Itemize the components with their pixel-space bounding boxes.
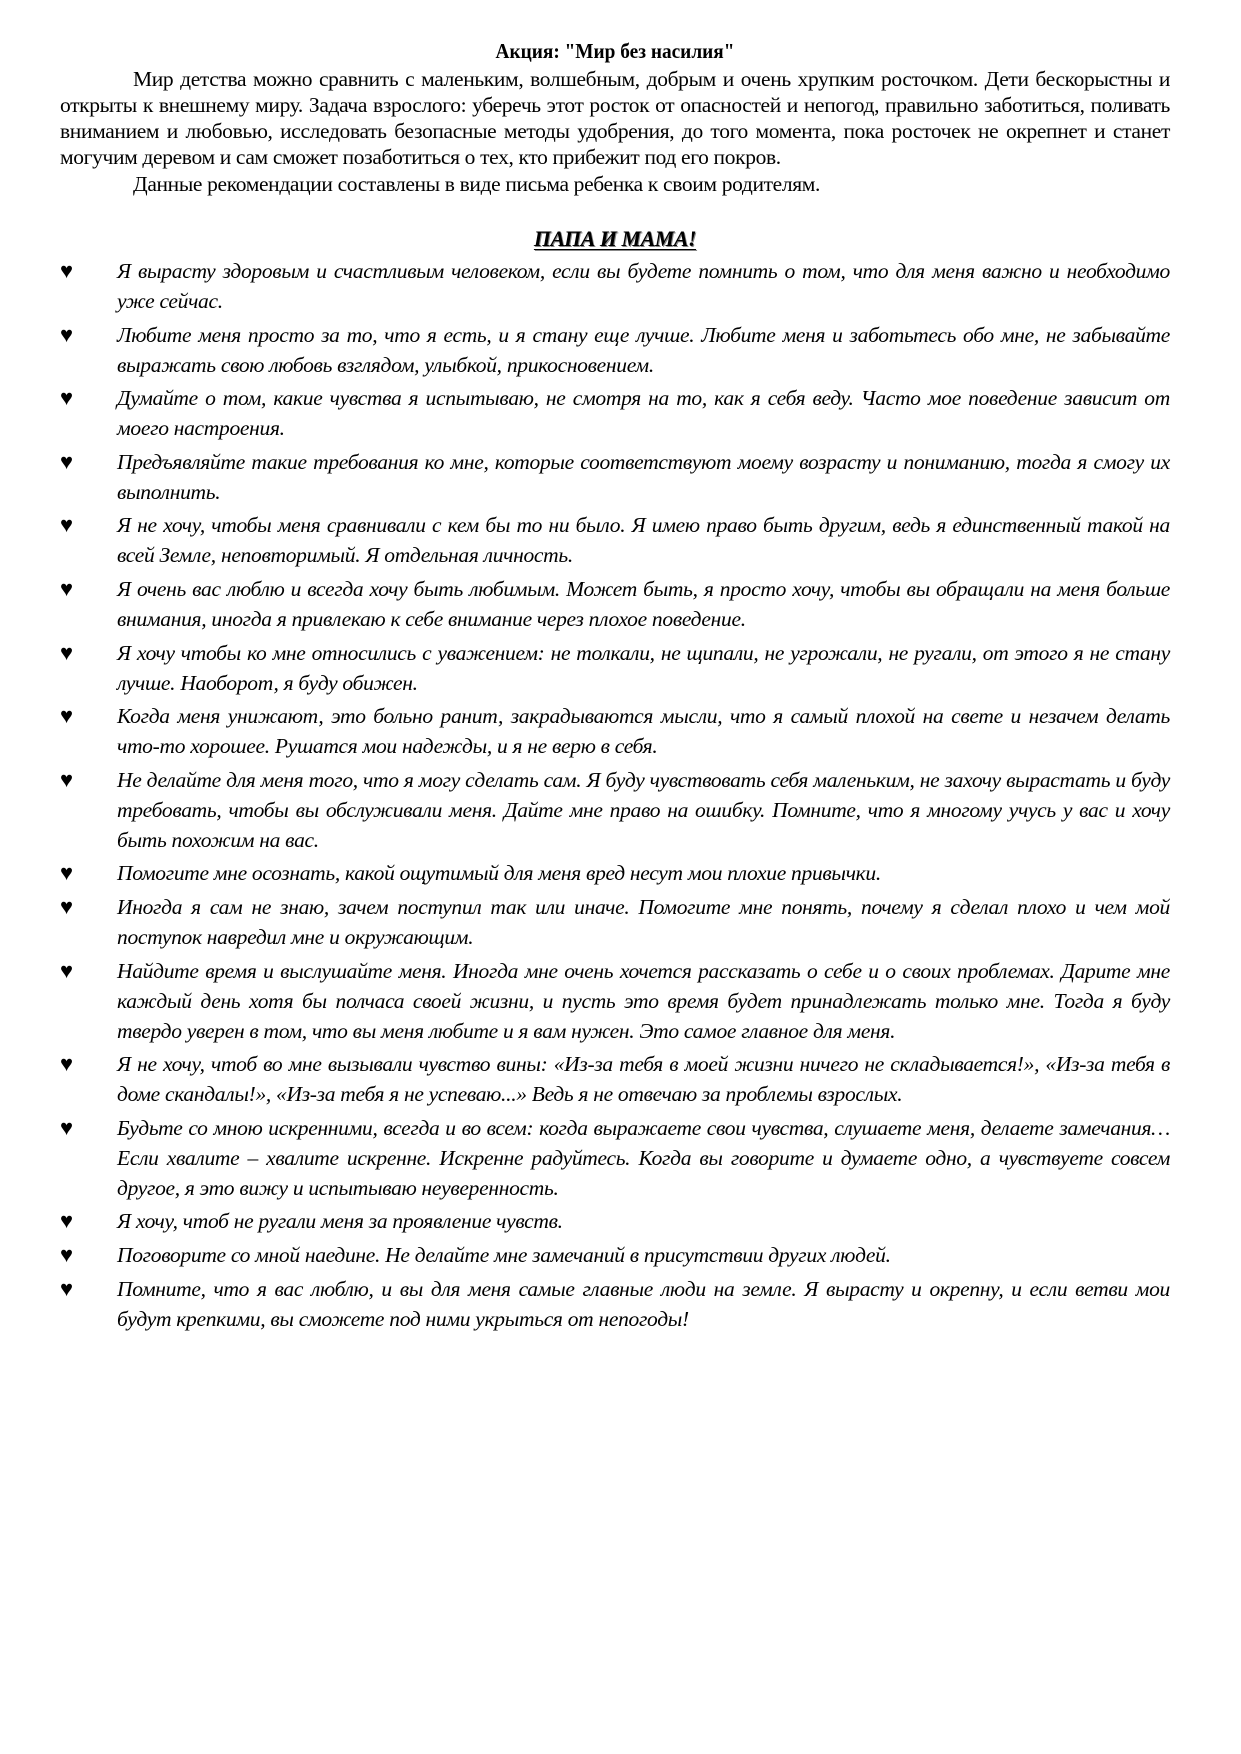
list-item-text: Я не хочу, чтоб во мне вызывали чувство вины: «Из-за тебя в моей жизни ничего не складывается!», «Из-за тебя в доме скандалы!», «Из-за тебя я не успеваю...» Ведь я не отвечаю за проблемы взрослых. (117, 1052, 1170, 1107)
heart-icon: ♥ (60, 957, 73, 983)
heart-icon: ♥ (60, 703, 73, 729)
list-item (60, 765, 1170, 855)
heart-icon: ♥ (60, 321, 73, 347)
letter-heading: ПАПА И МАМА! (533, 226, 697, 251)
list-item (60, 701, 1170, 761)
heart-icon: ♥ (60, 893, 73, 919)
document-page (60, 38, 1170, 1337)
list-item (60, 956, 1170, 1046)
heart-icon: ♥ (60, 766, 73, 792)
list-item-text: Поговорите со мной наедине. Не делайте мне замечаний в присутствии других людей. (117, 1242, 891, 1267)
intro-note: Данные рекомендации составлены в виде письма ребенка к своим родителям. (133, 172, 821, 196)
list-item (60, 1240, 1170, 1270)
heart-icon: ♥ (60, 448, 73, 474)
list-item-text: Будьте со мною искренними, всегда и во всем: когда выражаете свои чувства, слушаете меня, делаете замечания… Если хвалите – хвалите искренне. Искренне радуйтесь. Когда вы говорите и думаете одно, а чувствуете совсем другое, я это вижу и испытываю неуверенность. (117, 1115, 1170, 1200)
document-title: Акция: "Мир без насилия" (495, 39, 735, 63)
heart-icon: ♥ (60, 1275, 73, 1301)
heart-icon: ♥ (60, 1114, 73, 1140)
list-item (60, 510, 1170, 570)
list-item (60, 447, 1170, 507)
list-item (60, 858, 1170, 888)
recommendation-list (60, 256, 1170, 1334)
list-item (60, 1274, 1170, 1334)
list-item-text: Не делайте для меня того, что я могу сделать сам. Я буду чувствовать себя маленьким, не захочу вырастать и буду требовать, чтобы вы обслуживали меня. Дайте мне право на ошибку. Помните, что я многому учусь у вас и хочу быть похожим на вас. (117, 767, 1170, 852)
list-item-text: Иногда я сам не знаю, зачем поступил так или иначе. Помогите мне понять, почему я сделал плохо и чем мой поступок навредил мне и окружающим. (117, 894, 1170, 949)
list-item-text: Найдите время и выслушайте меня. Иногда мне очень хочется рассказать о себе и о своих проблемах. Дарите мне каждый день хотя бы полчаса своей жизни, и пусть это время будет принадлежать только мне. Тогда я буду твердо уверен в том, что вы меня любите и я вам нужен. Это самое главное для меня. (117, 958, 1170, 1043)
list-item-text: Предъявляйте такие требования ко мне, которые соответствуют моему возрасту и пониманию, тогда я смогу их выполнить. (117, 449, 1170, 504)
list-item-text: Я хочу, чтоб не ругали меня за проявление чувств. (117, 1209, 563, 1234)
list-item (60, 383, 1170, 443)
list-item (60, 256, 1170, 316)
list-item (60, 1049, 1170, 1109)
heart-icon: ♥ (60, 385, 73, 411)
list-item (60, 1206, 1170, 1236)
heart-icon: ♥ (60, 575, 73, 601)
list-item-text: Думайте о том, какие чувства я испытываю, не смотря на то, как я себя веду. Часто мое поведение зависит от моего настроения. (117, 386, 1170, 441)
list-item-text: Я очень вас люблю и всегда хочу быть любимым. Может быть, я просто хочу, чтобы вы обращали на меня больше внимания, иногда я привлекаю к себе внимание через плохое поведение. (117, 576, 1170, 631)
list-item (60, 892, 1170, 952)
list-item-text: Я не хочу, чтобы меня сравнивали с кем бы то ни было. Я имею право быть другим, ведь я единственный такой на всей Земле, неповторимый. Я отдельная личность. (117, 513, 1170, 568)
list-item (60, 574, 1170, 634)
list-item-text: Я вырасту здоровым и счастливым человеком, если вы будете помнить о том, что для меня важно и необходимо уже сейчас. (117, 259, 1170, 313)
list-item (60, 638, 1170, 698)
list-item-text: Любите меня просто за то, что я есть, и я стану еще лучше. Любите меня и заботьтесь обо мне, не забывайте выражать свою любовь взглядом, улыбкой, прикосновением. (117, 322, 1170, 377)
heart-icon: ♥ (60, 1051, 73, 1077)
heart-icon: ♥ (60, 1241, 73, 1267)
intro-paragraph: Мир детства можно сравнить с маленьким, волшебным, добрым и очень хрупким росточком. Дети бескорыстны и открыты к внешнему миру. Задача взрослого: уберечь этот росток от опасностей и непогод, правильно заботиться, поливать вниманием и любовью, исследовать безопасные методы удобрения, до того момента, пока росточек не окрепнет и станет могучим деревом и сам сможет позаботиться о тех, кто прибежит под его покров. (60, 67, 1170, 169)
list-item (60, 1113, 1170, 1203)
list-item-text: Помните, что я вас люблю, и вы для меня самые главные люди на земле. Я вырасту и окрепну, и если ветви мои будут крепкими, вы сможете под ними укрыться от непогоды! (117, 1276, 1170, 1331)
list-item-text: Я хочу чтобы ко мне относились с уважением: не толкали, не щипали, не угрожали, не ругали, от этого я не стану лучше. Наоборот, я буду обижен. (117, 640, 1170, 695)
list-item (60, 320, 1170, 380)
heart-icon: ♥ (60, 639, 73, 665)
list-item-text: Помогите мне осознать, какой ощутимый для меня вред несут мои плохие привычки. (117, 861, 881, 886)
heart-icon: ♥ (60, 860, 73, 886)
list-item-text: Когда меня унижают, это больно ранит, закрадываются мысли, что я самый плохой на свете и незачем делать что-то хорошее. Рушатся мои надежды, и я не верю в себя. (117, 704, 1170, 759)
heart-icon: ♥ (60, 1208, 73, 1234)
heart-icon: ♥ (60, 512, 73, 538)
heart-icon: ♥ (60, 258, 73, 283)
